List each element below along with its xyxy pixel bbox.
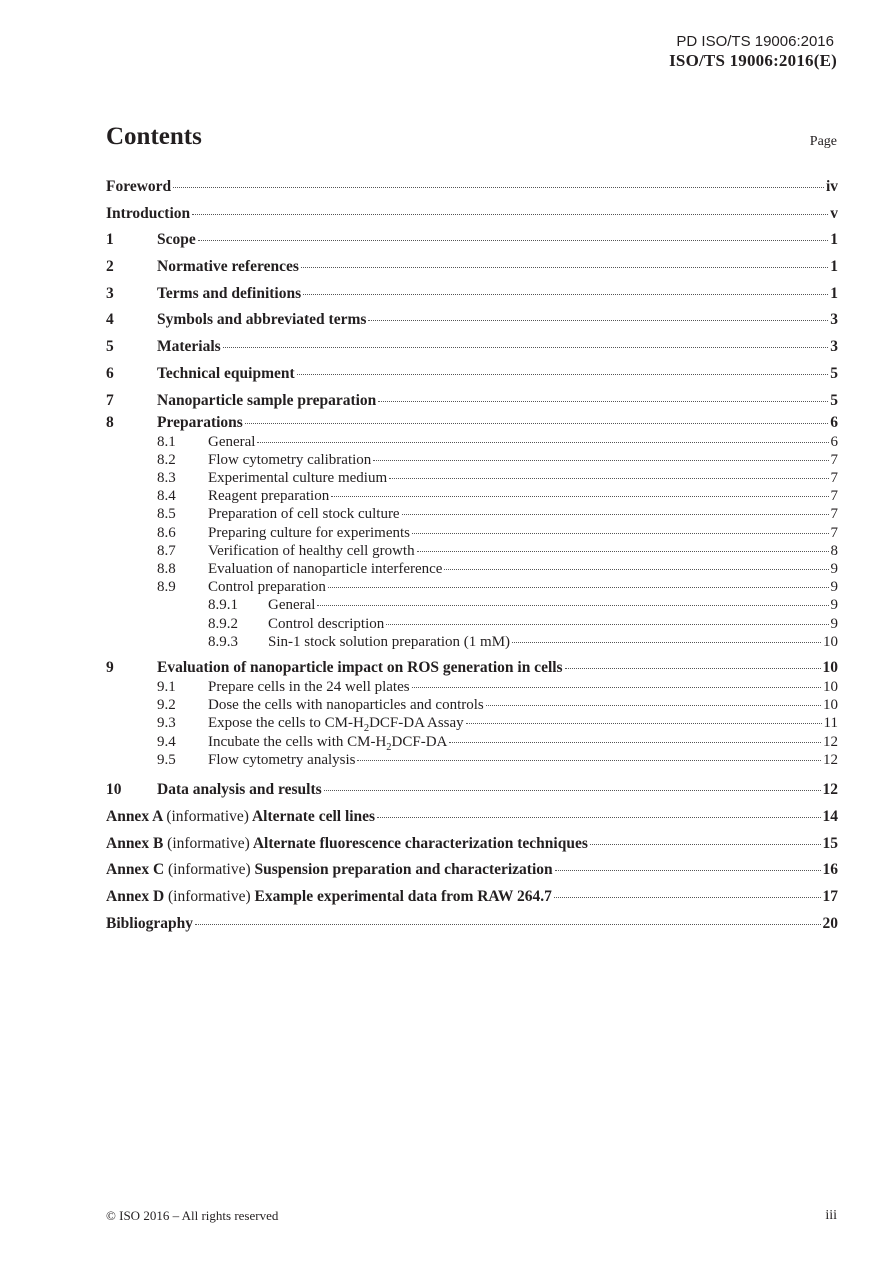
toc-entry-page: 12: [823, 751, 838, 768]
dot-leader: [389, 478, 828, 479]
toc-entry-annex-b[interactable]: [106, 831, 838, 858]
toc-entry-annex-d[interactable]: [106, 884, 838, 911]
toc-entry-page: 9: [830, 615, 838, 632]
subscript: 2: [363, 723, 370, 735]
toc-entry-number: 1: [106, 231, 114, 249]
annex-title: Suspension preparation and characterization: [254, 861, 553, 879]
toc-entry-title: Normative references: [157, 258, 299, 276]
toc-entry-4[interactable]: [106, 307, 838, 334]
toc-entry-number: 9.5: [157, 751, 176, 768]
toc-entry-title: Data analysis and results: [157, 781, 322, 799]
toc-entry-title: Preparation of cell stock culture: [208, 506, 400, 523]
toc-entry-title: Flow cytometry calibration: [208, 451, 372, 468]
dot-leader: [303, 294, 828, 295]
toc-entry-page: 8: [830, 542, 838, 559]
toc-entry-8-5[interactable]: [106, 505, 838, 523]
toc-entry-number: 8.8: [157, 561, 176, 577]
toc-entry-title: Prepare cells in the 24 well plates: [208, 678, 410, 695]
toc-entry-page: 12: [823, 733, 838, 750]
toc-entry-annex-a[interactable]: [106, 804, 838, 831]
toc-entry-page: 1: [830, 231, 838, 249]
toc-entry-introduction[interactable]: [106, 201, 838, 228]
title-part: Expose the cells to CM-H: [208, 715, 364, 732]
toc-entry-page: iv: [825, 178, 838, 195]
toc-entry-title: Evaluation of nanoparticle interference: [208, 561, 443, 577]
toc-entry-page: 16: [822, 861, 838, 879]
toc-entry-page: 10: [823, 697, 838, 714]
toc-entry-page: 5: [830, 364, 838, 382]
toc-entry-title: Evaluation of nanoparticle impact on ROS generation in cells: [157, 659, 563, 677]
toc-entry-number: 8.2: [157, 451, 176, 468]
toc-entry-9-5[interactable]: [106, 751, 838, 769]
dot-leader: [245, 423, 828, 424]
dot-leader: [195, 924, 821, 925]
dot-leader: [565, 668, 821, 669]
toc-entry-number: 9.2: [157, 697, 176, 714]
toc-entry-number: 8.6: [157, 524, 176, 541]
annex-note: (informative): [167, 834, 250, 852]
toc-entry-page: 20: [822, 914, 838, 932]
toc-entry-page: 14: [822, 808, 838, 826]
toc-entry-3[interactable]: [106, 281, 838, 308]
toc-entry-title: Verification of healthy cell growth: [208, 542, 415, 559]
dot-leader: [173, 187, 824, 188]
dot-leader: [257, 442, 828, 443]
toc-entry-number: 8.4: [157, 488, 176, 505]
toc-entry-1[interactable]: [106, 227, 838, 254]
toc-entry-8-9-1[interactable]: [106, 596, 838, 614]
toc-entry-page: 11: [823, 715, 838, 732]
standard-id-header: ISO/TS 19006:2016(E): [669, 51, 837, 70]
dot-leader: [486, 705, 821, 706]
toc-entry-title: Sin-1 stock solution preparation (1 mM): [268, 633, 511, 650]
toc-entry-page: 15: [822, 834, 838, 852]
toc-entry-title: Preparing culture for experiments: [208, 524, 411, 541]
toc-entry-page: 10: [822, 659, 838, 677]
dot-leader: [417, 551, 829, 552]
toc-entry-page: 7: [830, 451, 838, 468]
toc-entry-number: 8: [106, 414, 114, 432]
dot-leader: [555, 870, 821, 871]
toc-entry-number: 7: [106, 391, 114, 409]
toc-entry-8-1[interactable]: [106, 433, 838, 451]
toc-entry-title: Reagent preparation: [208, 488, 330, 505]
dot-leader: [412, 533, 828, 534]
toc-entry-8-8[interactable]: [106, 560, 838, 578]
dot-leader: [373, 460, 828, 461]
toc-entry-title: [106, 831, 588, 857]
toc-entry-page: 10: [823, 633, 838, 650]
toc-entry-number: 9.3: [157, 715, 176, 732]
annex-title: Alternate cell lines: [251, 808, 376, 826]
dot-leader: [512, 642, 821, 643]
annex-label: Annex A: [106, 808, 163, 826]
toc-entry-page: 5: [830, 391, 838, 409]
toc-entry-title: Terms and definitions: [157, 284, 302, 302]
dot-leader: [357, 760, 821, 761]
toc-entry-10[interactable]: [106, 777, 838, 804]
toc-entry-bibliography[interactable]: [106, 911, 838, 938]
toc-entry-8-2[interactable]: [106, 451, 838, 469]
toc-entry-number: 8.3: [157, 470, 176, 487]
toc-entry-8-9-3[interactable]: [106, 633, 838, 651]
toc-entry-title: Bibliography: [106, 914, 193, 932]
toc-entry-2[interactable]: [106, 254, 838, 281]
toc-entry-title: Scope: [157, 231, 196, 249]
dot-leader: [377, 817, 820, 818]
annex-note: (informative): [168, 888, 251, 906]
toc-entry-title: Preparations: [157, 414, 243, 432]
toc-entry-9-2[interactable]: [106, 696, 838, 714]
dot-leader: [590, 844, 821, 845]
toc-entry-page: 7: [830, 506, 838, 523]
toc-entry-number: 9.1: [157, 678, 176, 695]
toc-entry-number: 8.7: [157, 542, 176, 559]
toc-entry-page: 1: [830, 258, 838, 276]
toc-entry-page: 17: [822, 888, 838, 906]
toc-entry-number: 9: [106, 659, 114, 677]
table-of-contents: [106, 174, 838, 938]
dot-leader: [317, 605, 828, 606]
title-part: DCF-DA: [391, 733, 448, 750]
toc-entry-7[interactable]: [106, 388, 838, 415]
toc-entry-number: 4: [106, 311, 114, 329]
dot-leader: [378, 401, 828, 402]
dot-leader: [444, 569, 828, 570]
page-column-label: Page: [809, 134, 837, 149]
toc-entry-foreword[interactable]: [106, 174, 838, 201]
toc-entry-page: 3: [830, 311, 838, 329]
annex-label: Annex C: [106, 861, 165, 879]
copyright-notice: © ISO 2016 – All rights reserved: [106, 1208, 279, 1223]
toc-entry-number: 8.9.1: [208, 597, 238, 614]
annex-title: Alternate fluorescence characterization techniques: [252, 834, 588, 852]
toc-entry-title: Technical equipment: [157, 364, 295, 382]
toc-entry-9-1[interactable]: [106, 678, 838, 696]
toc-entry-title: Control description: [268, 615, 385, 632]
toc-entry-page: v: [830, 204, 838, 222]
toc-entry-number: 5: [106, 338, 114, 356]
toc-entry-number: 10: [106, 781, 122, 799]
toc-entry-number: 8.5: [157, 506, 176, 523]
dot-leader: [554, 897, 821, 898]
title-part: DCF-DA Assay: [369, 715, 464, 732]
toc-entry-8-9-2[interactable]: [106, 615, 838, 633]
toc-entry-6[interactable]: [106, 361, 838, 388]
dot-leader: [328, 587, 829, 588]
annex-label: Annex B: [106, 834, 164, 852]
dot-leader: [386, 624, 828, 625]
annex-note: (informative): [168, 861, 251, 879]
toc-entry-9-3[interactable]: [106, 714, 838, 735]
dot-leader: [198, 240, 829, 241]
toc-entry-number: 8.1: [157, 433, 176, 450]
toc-entry-8-6[interactable]: [106, 524, 838, 542]
toc-entry-8-4[interactable]: [106, 487, 838, 505]
annex-label: Annex D: [106, 888, 165, 906]
toc-entry-8-7[interactable]: [106, 542, 838, 560]
title-part: Incubate the cells with CM-H: [208, 733, 387, 750]
document-id-header: PD ISO/TS 19006:2016: [676, 33, 834, 50]
toc-entry-8-9[interactable]: [106, 578, 838, 596]
dot-leader: [368, 320, 828, 321]
dot-leader: [297, 374, 829, 375]
toc-entry-page: 7: [830, 488, 838, 505]
toc-entry-number: 8.9.2: [208, 615, 238, 632]
toc-entry-title: [106, 857, 553, 883]
toc-entry-page: 10: [823, 678, 838, 695]
toc-entry-page: 9: [830, 579, 838, 596]
toc-entry-number: 2: [106, 258, 114, 276]
toc-entry-page: 6: [830, 414, 838, 432]
toc-entry-number: 8.9.3: [208, 633, 238, 650]
toc-entry-page: 7: [830, 524, 838, 541]
toc-entry-title: Introduction: [106, 204, 191, 222]
dot-leader: [324, 790, 821, 791]
toc-entry-number: 3: [106, 284, 114, 302]
page-number: iii: [825, 1208, 837, 1223]
dot-leader: [223, 347, 829, 348]
toc-entry-9[interactable]: [106, 659, 838, 678]
dot-leader: [412, 687, 821, 688]
toc-entry-title: Foreword: [106, 178, 172, 195]
toc-entry-title: Control preparation: [208, 579, 326, 596]
toc-entry-title: Nanoparticle sample preparation: [157, 391, 377, 409]
page-title: Contents: [106, 123, 202, 150]
toc-entry-page: 6: [830, 433, 838, 450]
annex-title: Example experimental data from RAW 264.7: [254, 888, 552, 906]
toc-entry-number: 6: [106, 364, 114, 382]
toc-entry-number: 9.4: [157, 733, 176, 750]
annex-note: (informative): [166, 808, 249, 826]
toc-entry-page: 9: [830, 561, 838, 577]
toc-entry-5[interactable]: [106, 334, 838, 361]
toc-entry-9-4[interactable]: [106, 733, 838, 751]
dot-leader: [301, 267, 828, 268]
dot-leader: [192, 214, 828, 215]
toc-entry-8[interactable]: [106, 414, 838, 433]
dot-leader: [466, 723, 822, 724]
toc-entry-title: Materials: [157, 338, 221, 356]
dot-leader: [331, 496, 828, 497]
toc-entry-page: 3: [830, 338, 838, 356]
toc-entry-title: Dose the cells with nanoparticles and controls: [208, 697, 484, 714]
toc-entry-title: [106, 884, 552, 910]
toc-entry-title: General: [268, 597, 316, 614]
toc-entry-annex-c[interactable]: [106, 857, 838, 884]
toc-entry-title: Symbols and abbreviated terms: [157, 311, 367, 329]
toc-entry-8-3[interactable]: [106, 469, 838, 487]
toc-entry-title: Experimental culture medium: [208, 470, 388, 487]
toc-entry-page: 7: [830, 470, 838, 487]
subscript: 2: [386, 741, 392, 753]
toc-entry-page: 1: [830, 284, 838, 302]
toc-entry-title: [106, 804, 375, 830]
toc-entry-page: 12: [822, 781, 838, 799]
dot-leader: [449, 742, 821, 743]
toc-entry-number: 8.9: [157, 579, 176, 596]
toc-entry-page: 9: [830, 597, 838, 614]
dot-leader: [402, 514, 829, 515]
toc-entry-title: General: [208, 433, 256, 450]
toc-entry-title: Flow cytometry analysis: [208, 751, 356, 768]
